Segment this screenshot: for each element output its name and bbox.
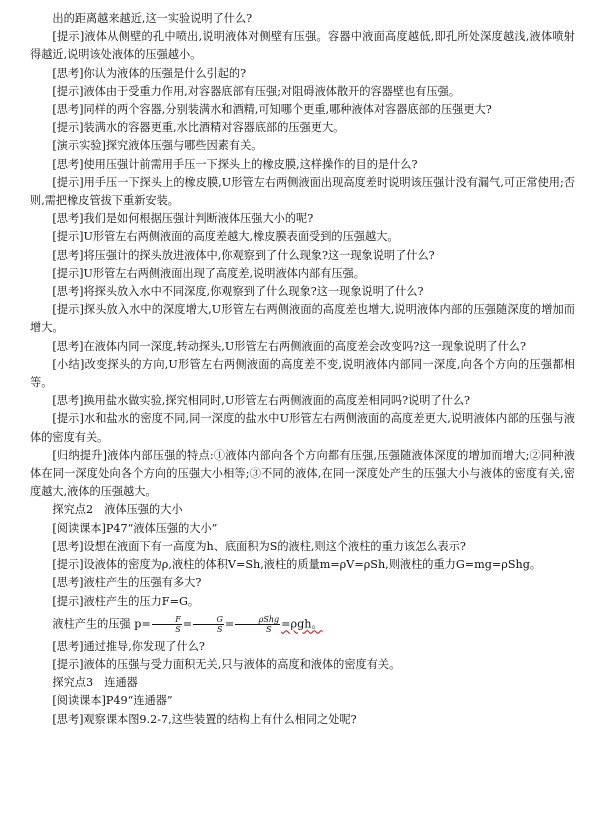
paragraph: [思考]设想在液面下有一高度为h、底面积为S的液柱,则这个液柱的重力该怎么表示? <box>52 539 466 553</box>
fraction-g-over-s <box>193 615 224 634</box>
fraction-denominator: S <box>175 624 181 634</box>
paragraph: 探究点3 连通器 <box>52 676 138 690</box>
formula-result: =ρgh。 <box>281 617 323 631</box>
paragraph: [提示]液体的压强与受力面积无关,只与液体的高度和液体的密度有关。 <box>52 657 401 671</box>
paragraph: [提示]U形管左右两侧液面的高度差越大,橡皮膜表面受到的压强越大。 <box>52 230 399 244</box>
paragraph: [思考]你认为液体的压强是什么引起的? <box>52 66 247 80</box>
paragraph: [提示]探头放入水中的深度增大,U形管左右两侧液面的高度差也增大,说明液体内部的压强随深度的增加而增大。 <box>30 303 575 335</box>
paragraph: [思考]同样的两个容器,分别装满水和酒精,可知哪个更重,哪种液体对容器底部的压强更大? <box>52 103 492 117</box>
paragraph: [提示]液体从侧壁的孔中喷出,说明液体对侧壁有压强。容器中液面高度越低,即孔所处深度越浅,液体喷射得越近,说明该处液体的压强越小。 <box>30 30 575 62</box>
paragraph: [阅读课本]P47“液体压强的大小” <box>52 521 218 535</box>
fraction-rhoshg-over-s <box>235 615 280 634</box>
fraction-f-over-s <box>152 615 182 634</box>
paragraph: [提示]液柱产生的压力F=G。 <box>52 594 200 608</box>
paragraph: [提示]水和盐水的密度不同,同一深度的盐水中U形管左右两侧液面的高度差更大,说明液体内部的压强与液体的密度有关。 <box>30 412 575 444</box>
paragraph: [思考]换用盐水做实验,探究相同时,U形管左右两侧液面的高度差相同吗?说明了什么? <box>52 394 471 408</box>
formula-prefix: 液柱产生的压强 p= <box>52 617 151 631</box>
paragraph: [思考]液柱产生的压强有多大? <box>52 576 202 590</box>
fraction-denominator: S <box>266 624 272 634</box>
paragraph: [提示]液体由于受重力作用,对容器底部有压强;对阻碍液体散开的容器壁也有压强。 <box>52 84 461 98</box>
equals-sign: = <box>224 617 235 631</box>
equals-sign: = <box>182 617 193 631</box>
fraction-numerator: G <box>193 615 224 625</box>
paragraph: [归纳提升]液体内部压强的特点:①液体内部向各个方向都有压强,压强随液体深度的增加而增大;②同种液体在同一深度处向各个方向的压强大小相等;③不同的液体,在同一深度处产生的压强大小与液体的密度有关,密度越大,液体的压强越大。 <box>30 448 575 499</box>
fraction-denominator: S <box>216 624 223 634</box>
paragraph: [阅读课本]P49“连通器” <box>52 694 173 708</box>
paragraph: [思考]观察课本图9.2-7,这些装置的结构上有什么相同之处呢? <box>52 712 357 726</box>
paragraph: 探究点2 液体压强的大小 <box>52 503 183 517</box>
paragraph: [提示]设液体的密度为ρ,液柱的体积V=Sh,液柱的质量m=ρV=ρSh,则液柱的重力G=mg=ρShg。 <box>52 558 542 572</box>
paragraph: [小结]改变探头的方向,U形管左右两侧液面的高度差不变,说明液体内部同一深度,向各个方向的压强都相等。 <box>30 357 575 390</box>
paragraph: [提示]U形管左右两侧液面出现了高度差,说明液体内部有压强。 <box>52 266 365 280</box>
paragraph: [思考]将压强计的探头放进液体中,你观察到了什么现象?这一现象说明了什么? <box>52 248 435 262</box>
fraction-numerator: ρShg <box>235 615 280 625</box>
paragraph: [提示]装满水的容器更重,水比酒精对容器底部的压强更大。 <box>52 121 345 135</box>
paragraph: [思考]使用压强计前需用手压一下探头上的橡皮膜,这样操作的目的是什么? <box>52 157 418 171</box>
fraction-numerator: F <box>152 615 182 625</box>
paragraph: [提示]用手压一下探头上的橡皮膜,U形管左右两侧液面出现高度差时说明该压强计没有漏气,可正常使用;否则,需把橡皮管拔下重新安装。 <box>30 175 575 208</box>
pressure-formula <box>30 615 575 634</box>
paragraph: 出的距离越来越近,这一实验说明了什么? <box>52 12 253 25</box>
paragraph: [思考]在液体内同一深度,转动探头,U形管左右两侧液面的高度差会改变吗?这一现象说明了什么? <box>52 339 526 353</box>
paragraph: [演示实验]探究液体压强与哪些因素有关。 <box>52 139 263 153</box>
text-body-continued <box>30 638 575 729</box>
text-body <box>30 10 575 611</box>
paragraph: [思考]将探头放入水中不同深度,你观察到了什么现象?这一现象说明了什么? <box>52 285 424 299</box>
paragraph: [思考]我们是如何根据压强计判断液体压强大小的呢? <box>52 212 314 226</box>
paragraph: [思考]通过推导,你发现了什么? <box>52 639 205 653</box>
